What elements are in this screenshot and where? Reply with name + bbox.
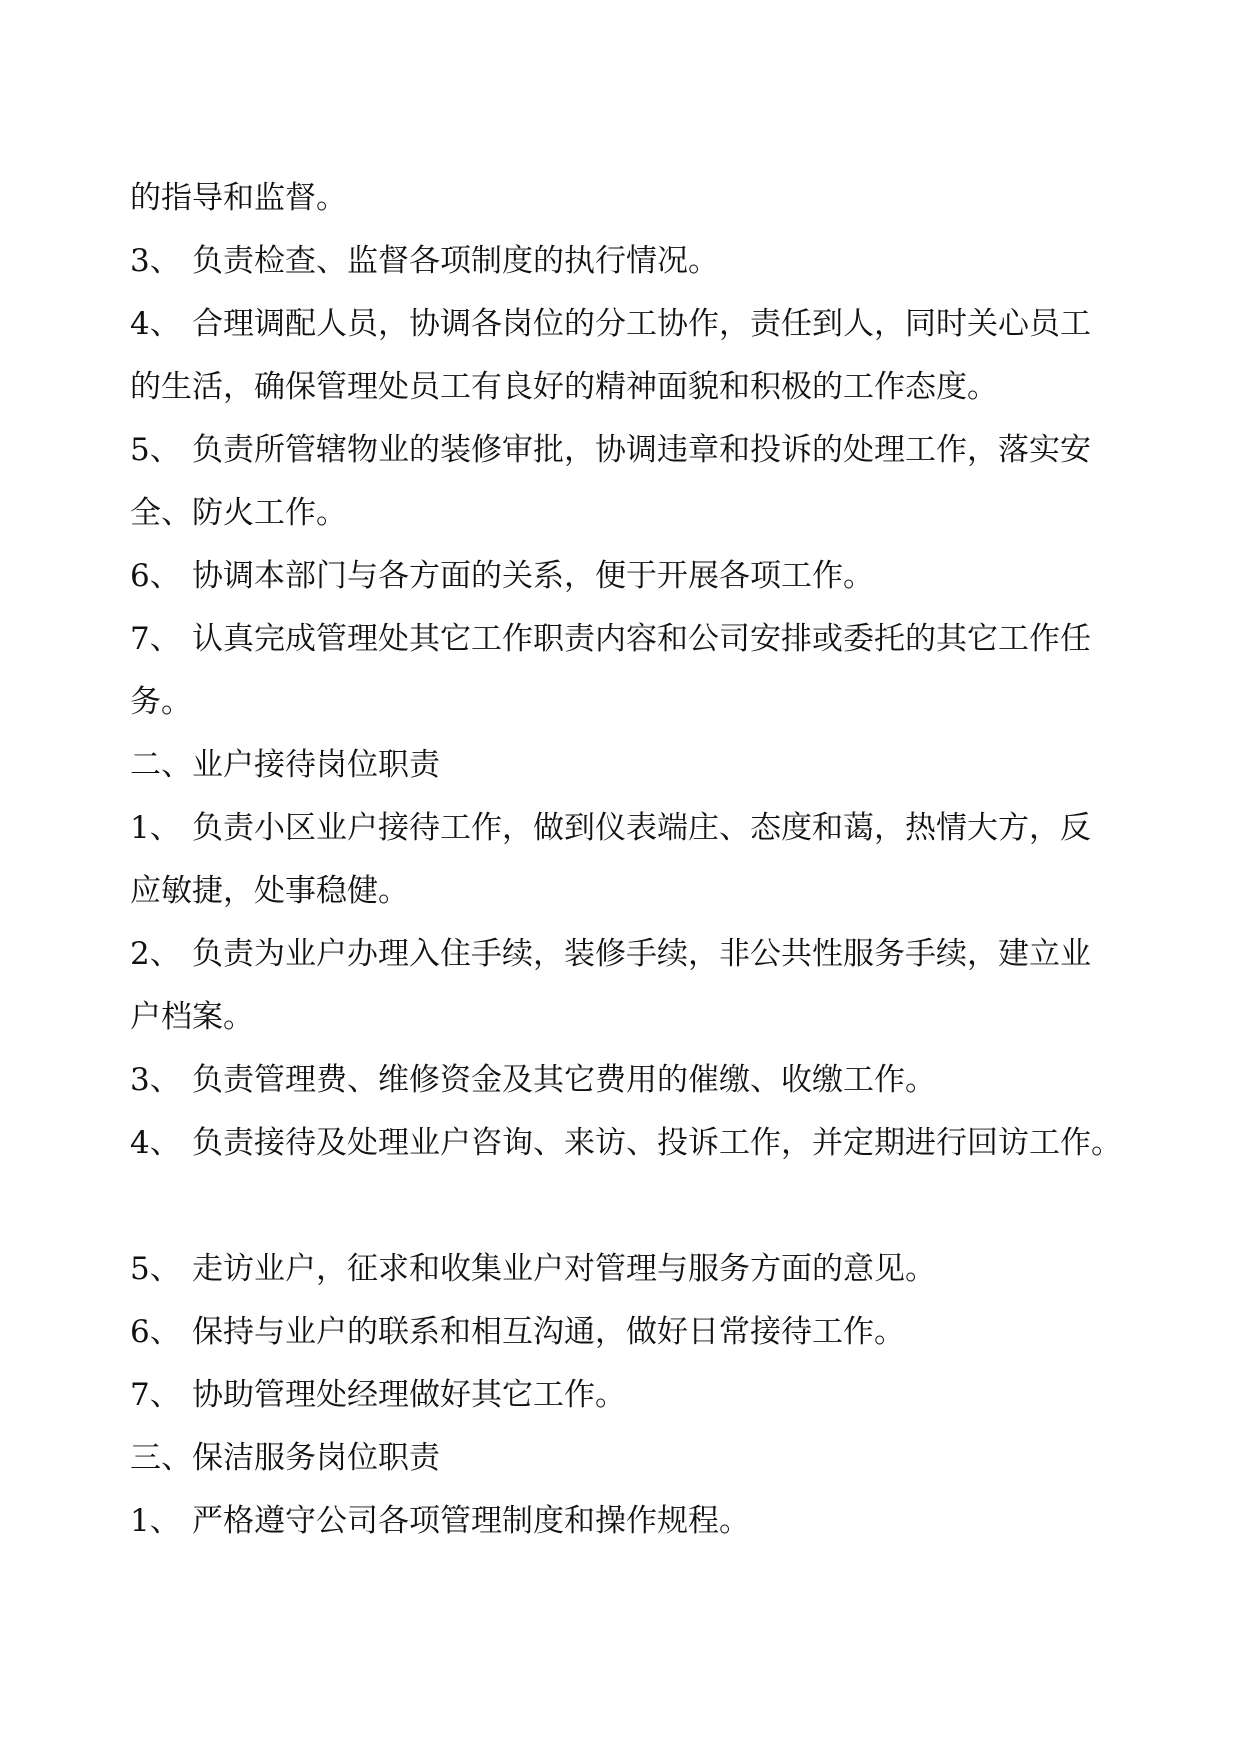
- item-number: 2、: [130, 936, 181, 972]
- text-line: 全、防火工作。: [130, 495, 347, 531]
- list-item: [130, 934, 1091, 974]
- item-number: 3、: [130, 243, 181, 279]
- list-item: [130, 1123, 1122, 1163]
- item-number: 5、: [130, 432, 181, 468]
- list-item: [130, 430, 1091, 470]
- item-text: 走访业户，征求和收集业户对管理与服务方面的意见。: [192, 1251, 936, 1287]
- item-text: 严格遵守公司各项管理制度和操作规程。: [192, 1503, 750, 1539]
- text-line: 务。: [130, 684, 192, 720]
- item-text: 认真完成管理处其它工作职责内容和公司安排或委托的其它工作任: [192, 621, 1091, 657]
- list-item: [130, 1375, 626, 1415]
- item-number: 1、: [130, 1503, 181, 1539]
- item-text: 协助管理处经理做好其它工作。: [192, 1377, 626, 1413]
- list-item: [130, 619, 1091, 659]
- list-item: [130, 241, 719, 281]
- list-item: [130, 1249, 936, 1289]
- item-number: 6、: [130, 558, 181, 594]
- section-heading: 三、保洁服务岗位职责: [130, 1440, 440, 1476]
- item-number: 7、: [130, 621, 181, 657]
- item-number: 5、: [130, 1251, 181, 1287]
- list-item: [130, 1060, 936, 1100]
- item-text: 负责小区业户接待工作，做到仪表端庄、态度和蔼，热情大方，反: [192, 810, 1091, 846]
- item-text: 负责管理费、维修资金及其它费用的催缴、收缴工作。: [192, 1062, 936, 1098]
- item-number: 4、: [130, 306, 181, 342]
- item-text: 负责接待及处理业户咨询、来访、投诉工作，并定期进行回访工作。: [192, 1125, 1122, 1161]
- list-item: [130, 304, 1091, 344]
- list-item: [130, 808, 1091, 848]
- item-number: 7、: [130, 1377, 181, 1413]
- item-text: 负责所管辖物业的装修审批，协调违章和投诉的处理工作，落实安: [192, 432, 1091, 468]
- item-number: 4、: [130, 1125, 181, 1161]
- item-text: 协调本部门与各方面的关系，便于开展各项工作。: [192, 558, 874, 594]
- section-heading: 二、业户接待岗位职责: [130, 747, 440, 783]
- item-number: 1、: [130, 810, 181, 846]
- list-item: [130, 1501, 750, 1541]
- item-number: 3、: [130, 1062, 181, 1098]
- item-text: 负责为业户办理入住手续，装修手续，非公共性服务手续，建立业: [192, 936, 1091, 972]
- item-text: 保持与业户的联系和相互沟通，做好日常接待工作。: [192, 1314, 905, 1350]
- text-line: 应敏捷，处事稳健。: [130, 873, 409, 909]
- item-text: 合理调配人员，协调各岗位的分工协作，责任到人，同时关心员工: [192, 306, 1091, 342]
- list-item: [130, 556, 874, 596]
- text-line: 的指导和监督。: [130, 180, 347, 216]
- text-line: 的生活，确保管理处员工有良好的精神面貌和积极的工作态度。: [130, 369, 998, 405]
- list-item: [130, 1312, 905, 1352]
- item-text: 负责检查、监督各项制度的执行情况。: [192, 243, 719, 279]
- text-line: 户档案。: [130, 999, 254, 1035]
- item-number: 6、: [130, 1314, 181, 1350]
